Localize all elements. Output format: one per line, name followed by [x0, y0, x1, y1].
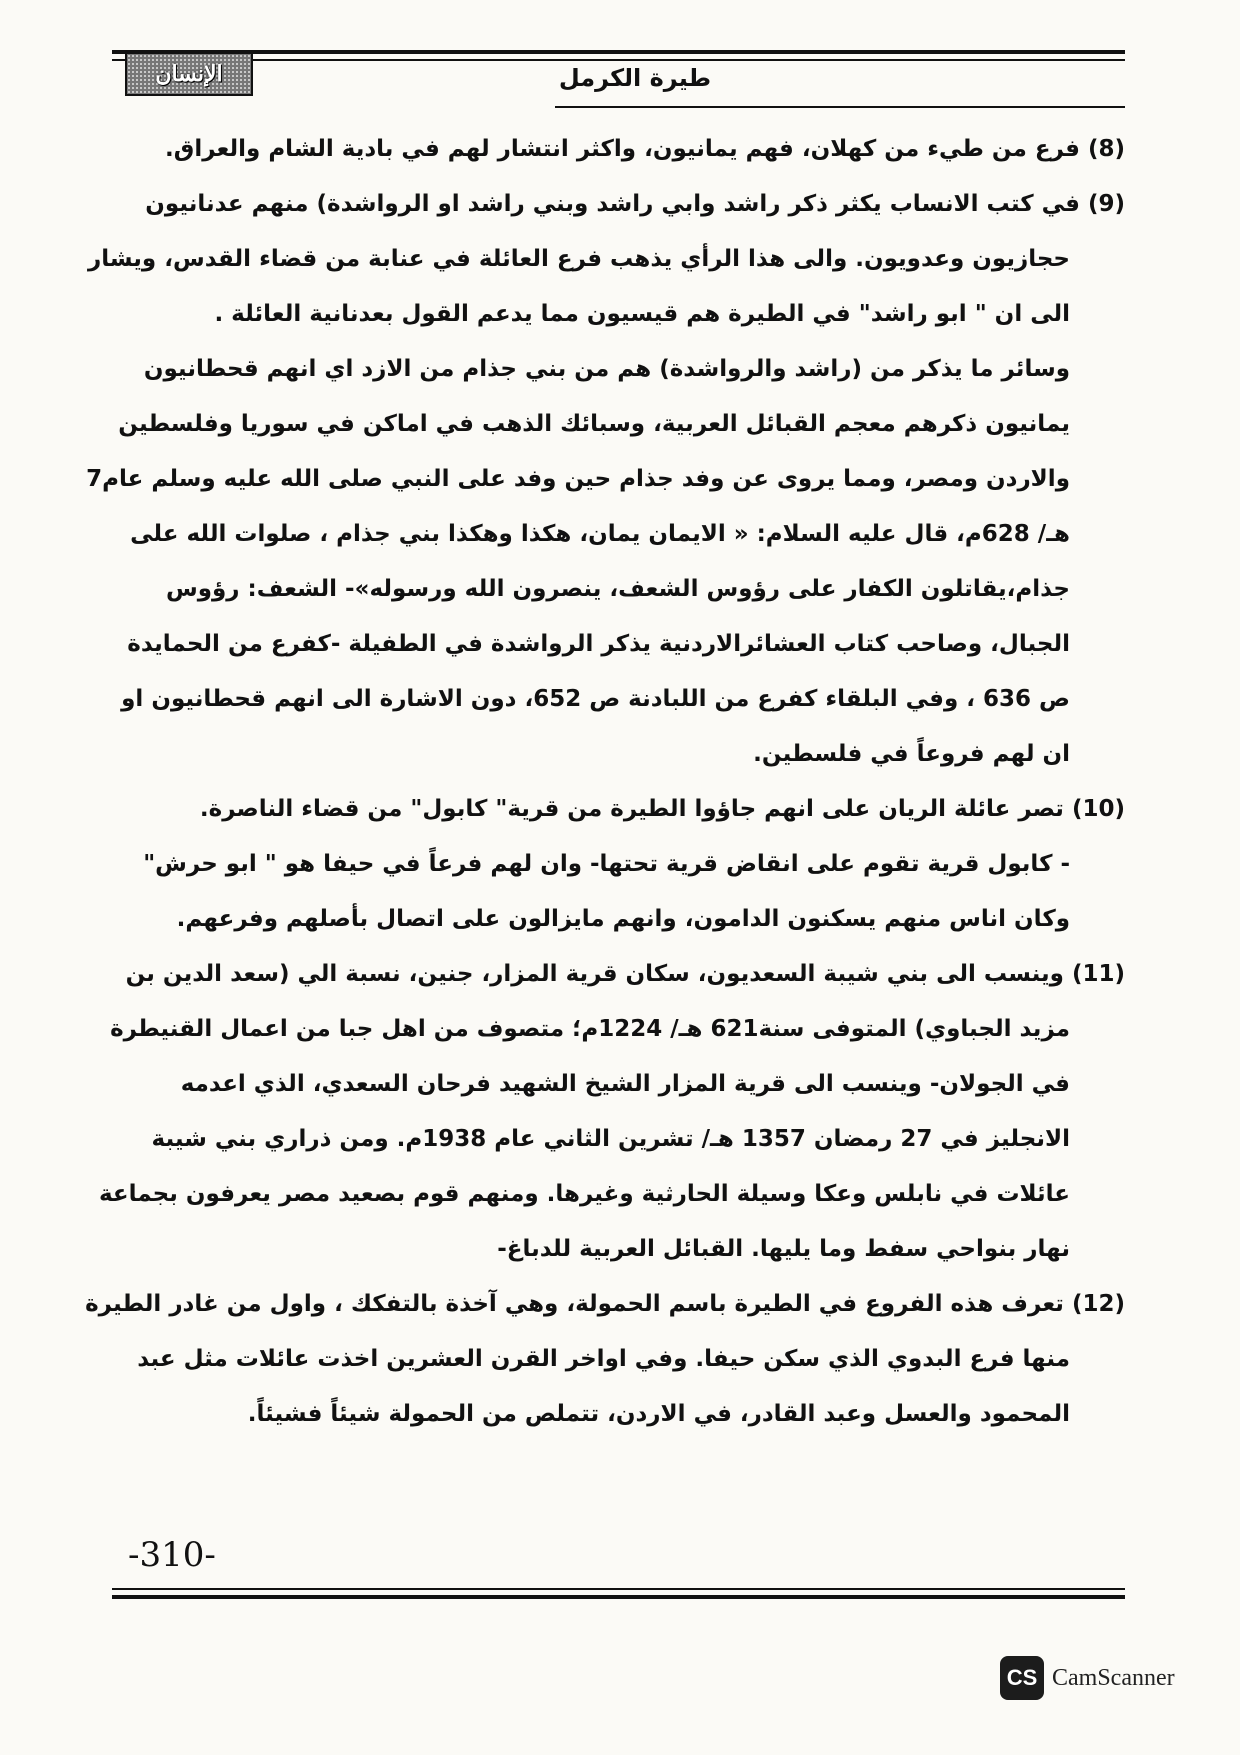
text-line: الى ان " ابو راشد" في الطيرة هم قيسيون مما يدعم القول بعدنانية العائلة .	[214, 301, 1070, 327]
note-8	[118, 122, 1125, 177]
footer-rule	[112, 1588, 1125, 1604]
note-9	[88, 177, 1125, 342]
notes-body	[85, 122, 1125, 1442]
text-line: والاردن ومصر، ومما يروى عن وفد جذام حين وفد على النبي صلى الله عليه وسلم عام7	[86, 466, 1070, 492]
text-line: (12) تعرف هذه الفروع في الطيرة باسم الحمولة، وهي آخذة بالتفكك ، واول من غادر الطيرة	[85, 1291, 1125, 1317]
text-line: في الجولان- وينسب الى قرية المزار الشيخ الشهيد فرحان السعدي، الذي اعدمه	[180, 1071, 1070, 1097]
note-10	[118, 782, 1125, 947]
camscanner-logo-text: CS	[1006, 1665, 1038, 1690]
camscanner-label: CamScanner	[1052, 1664, 1175, 1691]
note-9-continued	[86, 342, 1125, 782]
text-line: منها فرع البدوي الذي سكن حيفا. وفي اواخر القرن العشرين اخذت عائلات مثل عبد	[137, 1346, 1070, 1372]
camscanner-logo-icon	[1000, 1656, 1044, 1700]
text-line: مزيد الجباوي) المتوفى سنة621 هـ/ 1224م؛ متصوف من اهل جبا من اعمال القنيطرة	[110, 1016, 1070, 1042]
text-line: - كابول قرية تقوم على انقاض قرية تحتها- وان لهم فرعاً في حيفا هو " ابو حرش"	[143, 851, 1070, 877]
text-line: جذام،يقاتلون الكفار على رؤوس الشعف، ينصرون الله ورسوله»- الشعف: رؤوس	[165, 576, 1070, 602]
text-line: (9) في كتب الانساب يكثر ذكر راشد وابي راشد وبني راشد او الرواشدة) منهم عدنانيون	[145, 191, 1125, 217]
text-line: الجبال، وصاحب كتاب العشائرالاردنية يذكر الرواشدة في الطفيلة -كفرع من الحمايدة	[127, 631, 1070, 657]
text-line: الانجليز في 27 رمضان 1357 هـ/ تشرين الثاني عام 1938م. ومن ذراري بني شيبة	[151, 1126, 1070, 1152]
header-badge	[125, 52, 253, 96]
note-12	[85, 1277, 1125, 1442]
header-underline	[555, 106, 1125, 108]
text-line: نهار بنواحي سفط وما يليها. القبائل العربية للدباغ-	[497, 1236, 1070, 1262]
text-line: يمانيون ذكرهم معجم القبائل العربية، وسبائك الذهب في اماكن في سوريا وفلسطين	[118, 411, 1070, 437]
text-line: (8) فرع من طيء من كهلان، فهم يمانيون، واكثر انتشار لهم في بادية الشام والعراق.	[165, 136, 1125, 162]
text-line: هـ/ 628م، قال عليه السلام: « الايمان يمان، هكذا وهكذا بني جذام ، صلوات الله على	[130, 521, 1070, 547]
note-11	[98, 947, 1125, 1277]
text-line: ص 636 ، وفي البلقاء كفرع من اللبادنة ص 652، دون الاشارة الى انهم قحطانيون او	[121, 686, 1070, 712]
page-number: -310-	[128, 1535, 216, 1575]
text-line: عائلات في نابلس وعكا وسيلة الحارثية وغيرها. ومنهم قوم بصعيد مصر يعرفون بجماعة	[98, 1181, 1070, 1207]
camscanner-watermark	[1000, 1655, 1175, 1701]
text-line: ان لهم فروعاً في فلسطين.	[753, 741, 1070, 767]
text-line: وسائر ما يذكر من (راشد والرواشدة) هم من بني جذام من الازد اي انهم قحطانيون	[143, 356, 1070, 382]
text-line: حجازيون وعدويون. والى هذا الرأي يذهب فرع العائلة في عنابة من قضاء القدس، ويشار	[88, 246, 1070, 272]
text-line: المحمود والعسل وعبد القادر، في الاردن، تتملص من الحمولة شيئاً فشيئاً.	[247, 1401, 1070, 1427]
running-title: طيرة الكرمل	[558, 64, 712, 92]
text-line: وكان اناس منهم يسكنون الدامون، وانهم مايزالون على اتصال بأصلهم وفرعهم.	[176, 906, 1070, 932]
header-badge-text: الإنسان	[155, 61, 223, 87]
text-line: (10) تصر عائلة الريان على انهم جاؤوا الطيرة من قرية" كابول" من قضاء الناصرة.	[199, 796, 1125, 822]
text-line: (11) وينسب الى بني شيبة السعديون، سكان قرية المزار، جنين، نسبة الي (سعد الدين بن	[125, 961, 1125, 987]
